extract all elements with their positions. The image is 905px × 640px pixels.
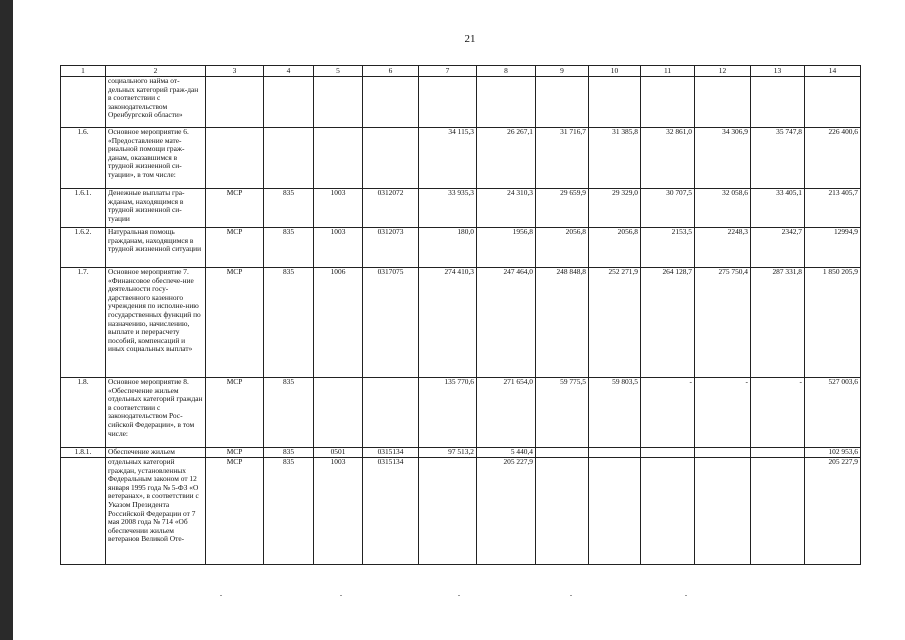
cell-value bbox=[695, 77, 751, 128]
column-header: 5 bbox=[314, 66, 363, 77]
cell-section: 1003 bbox=[314, 228, 363, 268]
cell-value: 34 115,3 bbox=[419, 128, 477, 189]
cell-section: 0501 bbox=[314, 448, 363, 458]
cell-value bbox=[419, 77, 477, 128]
cell-value: 205 227,9 bbox=[477, 458, 536, 565]
cell-grbs: МСР bbox=[206, 448, 264, 458]
cell-value: 59 803,5 bbox=[589, 378, 641, 448]
cell-value: 30 707,5 bbox=[641, 189, 695, 228]
cell-value bbox=[477, 77, 536, 128]
cell-section bbox=[314, 77, 363, 128]
cell-value: 287 331,8 bbox=[751, 268, 805, 378]
cell-code bbox=[264, 128, 314, 189]
column-header: 1 bbox=[61, 66, 106, 77]
scan-speck bbox=[340, 595, 342, 596]
cell-value: 252 271,9 bbox=[589, 268, 641, 378]
cell-section: 1003 bbox=[314, 458, 363, 565]
cell-value bbox=[695, 458, 751, 565]
cell-code: 835 bbox=[264, 448, 314, 458]
cell-total bbox=[805, 77, 861, 128]
column-header: 3 bbox=[206, 66, 264, 77]
scan-speck bbox=[458, 595, 460, 596]
cell-value bbox=[751, 77, 805, 128]
cell-value: 24 310,3 bbox=[477, 189, 536, 228]
page-number: 21 bbox=[464, 33, 476, 45]
table-row bbox=[61, 228, 861, 268]
row-number: 1.8. bbox=[61, 378, 106, 448]
cell-total: 12994,9 bbox=[805, 228, 861, 268]
cell-value bbox=[589, 77, 641, 128]
cell-value bbox=[695, 448, 751, 458]
cell-value bbox=[536, 458, 589, 565]
cell-value bbox=[641, 77, 695, 128]
row-description: Основное мероприятие 6. «Предоставление мате-риальной помощи граж-данам, оказавшимся в трудной жизненной си-туации», в том числе: bbox=[106, 128, 206, 189]
table-row bbox=[61, 268, 861, 378]
cell-value: 180,0 bbox=[419, 228, 477, 268]
cell-value: 2342,7 bbox=[751, 228, 805, 268]
column-header: 13 bbox=[751, 66, 805, 77]
row-number: 1.6.2. bbox=[61, 228, 106, 268]
cell-section: 1003 bbox=[314, 189, 363, 228]
cell-value bbox=[751, 448, 805, 458]
scan-edge bbox=[0, 0, 13, 640]
row-description: Натуральная помощь гражданам, находящимся в трудной жизненной ситуации bbox=[106, 228, 206, 268]
cell-value: 31 385,8 bbox=[589, 128, 641, 189]
cell-section bbox=[314, 128, 363, 189]
cell-code: 835 bbox=[264, 268, 314, 378]
scan-speck bbox=[685, 595, 687, 596]
cell-code: 835 bbox=[264, 458, 314, 565]
row-description: социального найма от-дельных категорий граж-дан в соответствии с законодательством Оренбургской области» bbox=[106, 77, 206, 128]
cell-value: 32 861,0 bbox=[641, 128, 695, 189]
cell-value: 59 775,5 bbox=[536, 378, 589, 448]
column-header: 6 bbox=[363, 66, 419, 77]
cell-total: 226 400,6 bbox=[805, 128, 861, 189]
column-header: 9 bbox=[536, 66, 589, 77]
cell-value: 2056,8 bbox=[589, 228, 641, 268]
cell-value: 29 329,0 bbox=[589, 189, 641, 228]
scan-speck bbox=[570, 595, 572, 596]
cell-value bbox=[641, 458, 695, 565]
cell-value: 33 405,1 bbox=[751, 189, 805, 228]
row-description: отдельных категорий граждан, установленных Федеральным законом от 12 января 1995 года № 5-ФЗ «О ветеранах», в соответствии с Указом Президента Российской Федерации от 7 мая 2008 года № 714 «Об обеспечении жильем ветеранов Великой Оте- bbox=[106, 458, 206, 565]
cell-total: 213 405,7 bbox=[805, 189, 861, 228]
cell-target: 0315134 bbox=[363, 448, 419, 458]
cell-grbs bbox=[206, 128, 264, 189]
cell-code: 835 bbox=[264, 189, 314, 228]
column-header: 10 bbox=[589, 66, 641, 77]
cell-code: 835 bbox=[264, 228, 314, 268]
cell-value: 275 750,4 bbox=[695, 268, 751, 378]
cell-value: - bbox=[751, 378, 805, 448]
cell-target bbox=[363, 378, 419, 448]
cell-total: 1 850 205,9 bbox=[805, 268, 861, 378]
cell-value: 271 654,0 bbox=[477, 378, 536, 448]
column-header: 8 bbox=[477, 66, 536, 77]
scan-speck bbox=[220, 595, 222, 596]
cell-value: 35 747,8 bbox=[751, 128, 805, 189]
cell-value: 264 128,7 bbox=[641, 268, 695, 378]
budget-table bbox=[60, 65, 861, 565]
cell-value bbox=[536, 448, 589, 458]
cell-value: 5 440,4 bbox=[477, 448, 536, 458]
column-header: 11 bbox=[641, 66, 695, 77]
row-number: 1.6.1. bbox=[61, 189, 106, 228]
cell-target: 0317075 bbox=[363, 268, 419, 378]
table-row bbox=[61, 77, 861, 128]
column-header: 7 bbox=[419, 66, 477, 77]
cell-section: 1006 bbox=[314, 268, 363, 378]
row-number: 1.8.1. bbox=[61, 448, 106, 458]
cell-value bbox=[536, 77, 589, 128]
cell-value: 97 513,2 bbox=[419, 448, 477, 458]
cell-value: 2056,8 bbox=[536, 228, 589, 268]
row-description: Денежные выплаты гра-жданам, находящимся в трудной жизненной си-туации bbox=[106, 189, 206, 228]
cell-total: 102 953,6 bbox=[805, 448, 861, 458]
cell-grbs: МСР bbox=[206, 458, 264, 565]
cell-total: 527 003,6 bbox=[805, 378, 861, 448]
cell-value: 33 935,3 bbox=[419, 189, 477, 228]
row-number bbox=[61, 77, 106, 128]
table-row bbox=[61, 189, 861, 228]
cell-value: 274 410,3 bbox=[419, 268, 477, 378]
cell-code bbox=[264, 77, 314, 128]
cell-value bbox=[419, 458, 477, 565]
cell-value: 1956,8 bbox=[477, 228, 536, 268]
table-row bbox=[61, 128, 861, 189]
cell-value: 34 306,9 bbox=[695, 128, 751, 189]
cell-target: 0312072 bbox=[363, 189, 419, 228]
cell-grbs: МСР bbox=[206, 228, 264, 268]
cell-value bbox=[589, 458, 641, 565]
row-number bbox=[61, 458, 106, 565]
cell-target: 0315134 bbox=[363, 458, 419, 565]
cell-total: 205 227,9 bbox=[805, 458, 861, 565]
row-description: Основное мероприятие 8. «Обеспечение жильем отдельных категорий граждан в соответствии с законодательством Рос-сийской Федерации», в том числе: bbox=[106, 378, 206, 448]
cell-value: 26 267,1 bbox=[477, 128, 536, 189]
cell-value: 247 464,0 bbox=[477, 268, 536, 378]
cell-value: 135 770,6 bbox=[419, 378, 477, 448]
cell-value: 31 716,7 bbox=[536, 128, 589, 189]
column-header: 14 bbox=[805, 66, 861, 77]
row-number: 1.6. bbox=[61, 128, 106, 189]
table-header-row bbox=[61, 66, 861, 77]
cell-grbs: МСР bbox=[206, 268, 264, 378]
cell-section bbox=[314, 378, 363, 448]
table-row bbox=[61, 378, 861, 448]
column-header: 2 bbox=[106, 66, 206, 77]
cell-value: - bbox=[641, 378, 695, 448]
cell-value: 32 058,6 bbox=[695, 189, 751, 228]
column-header: 12 bbox=[695, 66, 751, 77]
column-header: 4 bbox=[264, 66, 314, 77]
cell-value: 29 659,9 bbox=[536, 189, 589, 228]
row-description: Обеспечение жильем bbox=[106, 448, 206, 458]
scan-specks bbox=[220, 595, 740, 599]
cell-value: - bbox=[695, 378, 751, 448]
cell-target bbox=[363, 77, 419, 128]
cell-value: 2248,3 bbox=[695, 228, 751, 268]
cell-target bbox=[363, 128, 419, 189]
cell-grbs bbox=[206, 77, 264, 128]
cell-grbs: МСР bbox=[206, 378, 264, 448]
cell-value: 2153,5 bbox=[641, 228, 695, 268]
cell-code: 835 bbox=[264, 378, 314, 448]
table-row bbox=[61, 448, 861, 458]
cell-target: 0312073 bbox=[363, 228, 419, 268]
cell-grbs: МСР bbox=[206, 189, 264, 228]
cell-value bbox=[751, 458, 805, 565]
cell-value: 248 848,8 bbox=[536, 268, 589, 378]
table-row bbox=[61, 458, 861, 565]
cell-value bbox=[589, 448, 641, 458]
cell-value bbox=[641, 448, 695, 458]
row-description: Основное мероприятие 7. «Финансовое обеспече-ние деятельности госу-дарственного казенного учреждения по исполне-нию государственных функций по назначению, начислению, выплате и перерасчету пособий, компенсаций и иных социальных выплат» bbox=[106, 268, 206, 378]
row-number: 1.7. bbox=[61, 268, 106, 378]
